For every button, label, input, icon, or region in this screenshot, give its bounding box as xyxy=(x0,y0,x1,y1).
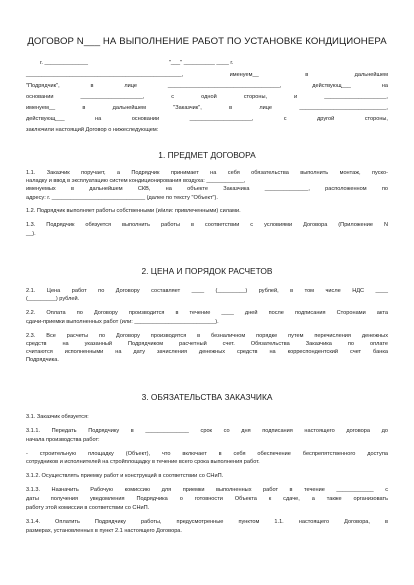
paragraph-line: начала производства работ: xyxy=(26,437,100,443)
paragraph-line: __). xyxy=(26,231,36,237)
place-date-line: г. ______________ "___" __________ ____ г. xyxy=(40,60,234,66)
paragraph-line: размерах, установленных в пункт 2.1 настоящего Договора. xyxy=(26,528,182,534)
paragraph-line: 3.1. Заказчик обязуется: xyxy=(26,414,89,420)
paragraph-line: сотрудников и исполнителей на стройплощадку в течение всего срока выполнения работ. xyxy=(26,459,260,465)
paragraph-line: - строительную площадку (Объект), что включает в себя обеспечение беспрепятственного доступа xyxy=(26,451,388,457)
paragraph-line: 3.1.4. Оплатить Подрядчику работы, предусмотренные пунктом 1.1. настоящего Договора, в xyxy=(26,519,388,525)
paragraph-line: 2.2. Оплата по Договору производится в течение ____ дней после подписания Сторонами акта xyxy=(26,310,388,316)
paragraph-line: 2.1. Цена работ по Договору составляет ____ (_________) рублей, в том числе НДС ____ xyxy=(26,288,388,294)
section-heading: 3. ОБЯЗАТЕЛЬСТВА ЗАКАЗЧИКА xyxy=(141,392,273,402)
paragraph-line: 2.3. Все расчеты по Договору производятся в безналичном порядке путем перечисления денежных xyxy=(26,333,388,339)
document-title: ДОГОВОР N___ НА ВЫПОЛНЕНИЕ РАБОТ ПО УСТАНОВКЕ КОНДИЦИОНЕРА xyxy=(27,36,387,47)
paragraph-line: 3.1.1. Передать Подрядчику в ______________ срок со дня подписания настоящего договора до xyxy=(26,428,388,434)
parties-line: именуем__ в дальнейшем "Заказчик", в лице ____________________________, xyxy=(26,105,388,111)
paragraph-line: работу этой комиссии в соответствии со СНиП. xyxy=(26,505,150,511)
paragraph-line: 1.3. Подрядчик обязуется выполнить работы в соответствии с условиями Договора (Приложение N xyxy=(26,222,388,228)
paragraph-line: наладку и ввод в эксплуатацию систем кондиционирования воздуха: ____________, xyxy=(26,178,246,184)
paragraph-line: 3.1.2. Осуществлять приемку работ и конструкций в соответствии со СНиП. xyxy=(26,473,224,479)
parties-line: заключили настоящий Договор о нижеследующем: xyxy=(26,127,159,133)
section-heading: 2. ЦЕНА И ПОРЯДОК РАСЧЕТОВ xyxy=(141,266,273,276)
paragraph-line: средств на указанный Подрядчиком расчетный счет. Обязательства Заказчика по оплате xyxy=(26,341,388,347)
parties-line: действующ___ на основании ____________________, с другой стороны, xyxy=(26,116,388,122)
section-heading: 1. ПРЕДМЕТ ДОГОВОРА xyxy=(158,150,256,160)
paragraph-line: именуемых в дальнейшем СКВ, на объекте Заказчика ______________, расположенном по xyxy=(26,186,388,192)
paragraph-line: считаются исполненными на дату зачисления денежных средств на корреспондентский счет банка xyxy=(26,349,388,355)
paragraph-line: 1.1. Заказчик поручает, а Подрядчик принимает на себя обязательства выполнить монтаж, пуско- xyxy=(26,170,388,176)
parties-line: "Подрядчик", в лице ____________________________________, действующ___ на xyxy=(26,83,388,89)
paragraph-line: 1.2. Подрядчик выполняет работы собственными (и/или: привлеченными) силами. xyxy=(26,208,241,214)
paragraph-line: 3.1.3. Назначить Рабочую комиссию для приемки выполненных работ в течение ____________ с xyxy=(26,487,388,493)
paragraph-line: адресу: г. ______________________________ (далее по тексту "Объект"). xyxy=(26,195,218,201)
parties-line: __________________________________________________, именуем__ в дальнейшем xyxy=(26,72,388,78)
paragraph-line: сдачи-приемки выполненных работ (или: __________________________). xyxy=(26,319,219,325)
paragraph-line: (_________) рублей. xyxy=(26,296,80,302)
paragraph-line: даты получения уведомления Подрядчика о готовности Объекта к сдаче, а также организовать xyxy=(26,496,388,502)
parties-line: основании ____________________, с одной стороны, и ____________________, xyxy=(26,94,388,100)
paragraph-line: Подрядчика. xyxy=(26,357,59,363)
